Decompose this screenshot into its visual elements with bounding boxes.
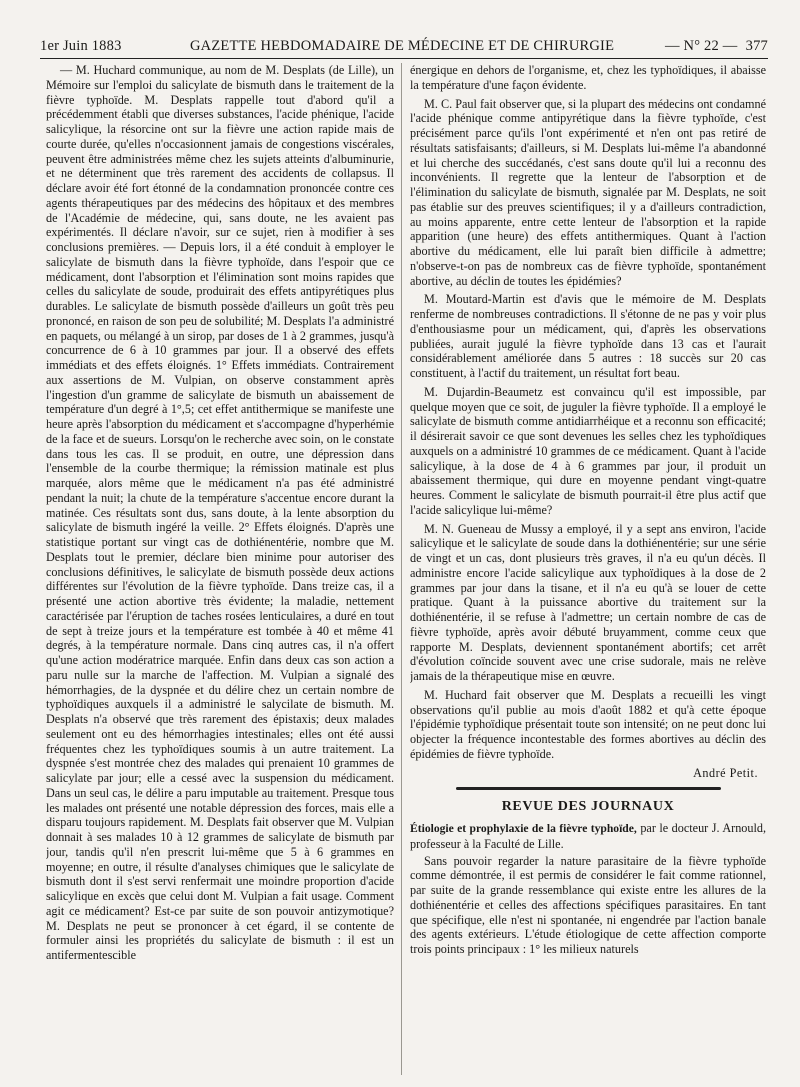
section-rule — [456, 787, 721, 790]
article-title: Étiologie et prophylaxie de la fièvre typhoïde, — [410, 822, 637, 835]
paragraph-continuation: énergique en dehors de l'organisme, et, chez les typhoïdiques, il abaisse la température d'une façon évidente. — [410, 63, 766, 92]
section-title: REVUE DES JOURNAUX — [501, 799, 675, 815]
article-heading — [410, 821, 766, 852]
paragraph-moutard-martin: M. Moutard-Martin est d'avis que le mémoire de M. Desplats renferme de nombreuses contradictions. Il s'étonne de ne pas y voir plus d'enthousiasme pour un médicament, qui, d'après les observations publiées, aurait jugulé la fièvre typhoïde dans 13 cas et l'aurait considérablement améliorée dans 5 autres : 18 succès sur 20 cas constituent, à l'actif du traitement, un résultat fort beau. — [410, 292, 766, 380]
running-header — [40, 30, 768, 59]
column-divider — [401, 63, 402, 1075]
header-journal-title: GAZETTE HEBDOMADAIRE DE MÉDECINE ET DE CHIRURGIE — [190, 38, 615, 54]
left-column — [46, 63, 394, 1079]
author-signature: André Petit. — [693, 765, 758, 780]
paragraph-gueneau-de-mussy: M. N. Gueneau de Mussy a employé, il y a sept ans environ, l'acide salicylique et le salicylate de soude dans la dothiénentérie; sur une série de vingt et un cas, dont plusieurs très graves, il n'a eu qu'un décès. Il administre encore l'acide salicylique aux typhoïdiques à la dose de 2 grammes par jour dans la tisane, et il n'a eu qu'à se louer de cette pratique. Quant à la puissance abortive du traitement sur la dothiénentérie, il se refuse à l'admettre; un certain nombre de cas de fièvre typhoïde, après avoir débuté bruyamment, comme ceux que rapporte M. Desplats, deviennent spontanément abortifs; cet arrêt d'évolution coïncide souvent avec une crise sudorale, mais ne relève jamais de la thérapeutique mise en œuvre. — [410, 521, 766, 683]
paragraph-huchard-desplats: — M. Huchard communique, au nom de M. Desplats (de Lille), un Mémoire sur l'emploi du salicylate de bismuth dans le traitement de la fièvre typhoïde. M. Desplats rappelle tout d'abord qu'il a précédemment établi que diverses substances, l'acide phénique, l'acide salicylique, la résorcine ont sur la fièvre une action rapide mais de courte durée, qu'elles n'occasionnent jamais de congestions viscérales, peuvent être administrées même chez les sujets atteints d'albuminurie, et ne déterminent que très rarement des accidents de collapsus. Il déclare avoir été fort étonné de la condamnation prononcée contre ces agents thérapeutiques par des médecins des hôpitaux et des membres de l'Académie de médecine, qui, sans doute, ne les avaient pas expérimentés. Il déclare n'avoir, sur ce sujet, rien à modifier à ses conclusions premières. — Depuis lors, il a été conduit à employer le salicylate de bismuth dans la fièvre typhoïde, dans l'espoir que ce médicament, dont l'absorption et l'élimination sont moins rapides que celles du salicylate de soude, produirait des effets antipyrétiques plus durables. Le salicylate de bismuth possède d'ailleurs un goût très peu prononcé, en raison de son peu de solubilité; M. Desplats l'a administré en paquets, ou mélangé à un sirop, par doses de 1 à 2 grammes, jusqu'à concurrence de 6 à 10 grammes par jour. Il a observé des effets immédiats et des effets éloignés. 1° Effets immédiats. Contrairement aux assertions de M. Vulpian, on observe constamment après l'ingestion d'un gramme de salicylate de bismuth un abaissement de température d'un degré à 1°,5; cet effet antithermique se manifeste une heure après l'absorption du médicament et s'accompagne d'hyperhémie de la face et de sueurs. Lorsqu'on le recherche avec soin, on le constate dans tous les cas. Il se produit, en outre, une dépression dans l'ensemble de la courbe thermique; la rémission matinale est plus marquée, alors même que le médicament n'a pas été administré pendant la nuit; la chute de la température s'accentue encore durant la matinée. Ces résultats sont dus, sans doute, à la lente absorption du salicylate de bismuth ingéré la veille. 2° Effets éloignés. D'après une statistique portant sur vingt cas de dothiénentérie, nombre que M. Desplats tout le premier, déclare bien minime pour autoriser des conclusions définitives, le salicylate de bismuth possède deux actions différentes sur l'évolution de la fièvre typhoïde. Dans treize cas, il a présenté une action abortive très évidente; la maladie, nettement caractérisée par l'éruption de taches rosées lenticulaires, a duré en tout de sept à treize jours et la température est tombée à 40 et même 41 degrés, à la température normale. Dans cinq autres cas, il n'a offert qu'une action modératrice marquée. Enfin dans deux cas son action a paru nulle sur la marche de l'affection. M. Vulpian a signalé des hémorrhagies, de la dyspnée et du délire chez un certain nombre de typhoïdiques auxquels il a administré le salycilate de bismuth. M. Desplats n'a observé que très rarement des épistaxis; deux malades seulement ont eu des hémorrhagies intestinales; elles ont été aussi fréquentes chez les typhoïdiques soumis à un autre traitement. La dyspnée s'est montrée chez des malades qui prenaient 10 grammes de salicylate par jour; elle a cessé avec la suspension du médicament. Dans un seul cas, le délire a paru imputable au traitement. Presque tous les malades ont présenté une notable dépression des forces, mais elle a disparu toujours rapidement. M. Desplats fait observer que M. Vulpian donnait à ses malades 10 à 12 grammes de salicylate de bismuth par jour, tandis qu'il n'en prescrit lui-même que 5 à 6 grammes en moyenne; en outre, il résulte d'analyses chimiques que le salicylate de bismuth dont il s'est servi renfermait une moindre proportion d'acide salicylique en excès que celui dont M. Vulpian a fait usage. Comment agit ce médicament? Est-ce par suite de son pouvoir antizymotique? M. Desplats ne peut se prononcer à cet égard, il se contente de formuler ainsi les propriétés du salicylate de bismuth : il est un antifermentescible — [46, 63, 394, 962]
right-column — [410, 63, 766, 1079]
article-author: par le docteur J. Arnould, professeur à la Faculté de Lille. — [410, 821, 766, 851]
header-issue-number: — N° 22 — — [665, 38, 738, 54]
article-body: Sans pouvoir regarder la nature parasitaire de la fièvre typhoïde comme démontrée, il est permis de considérer le fait comme rationnel, par suite de la grande ressemblance qui existe entre les allures de la dothiénentérie et celles des affections spécifiques parasitaires. En tant que spécifique, elle n'est ni spontanée, ni engendrée par l'action banale des agents extérieurs. L'étude étiologique de cette affection comporte trois points principaux : 1° les milieux naturels — [410, 853, 766, 956]
header-page-number: 377 — [745, 38, 768, 54]
paragraph-dujardin-beaumetz: M. Dujardin-Beaumetz est convaincu qu'il est impossible, par quelque moyen que ce soit, de juguler la fièvre typhoïde. Il a employé le salicylate de bismuth comme antidiarrhéique et a reconnu son efficacité; il désirerait savoir ce que sont devenues les selles chez les typhoïdiques auxquels on a administré 10 grammes de ce médicament. Quant à l'acide salicylique, à la dose de 4 à 6 grammes par jour, il produit un abaissement thermique, qui dure en moyenne pendant vingt-quatre heures. Comment le salicylate de bismuth pourrait-il être plus actif que l'acide salicylique lui-même? — [410, 384, 766, 517]
paragraph-huchard-reply: M. Huchard fait observer que M. Desplats a recueilli les vingt observations qu'il publie au mois d'août 1882 et qu'à cette époque l'épidémie typhoïdique présentait toute son intensité; on ne peut donc lui objecter la fréquence incontestable des formes abortives au déclin des épidémies de fièvre typhoïde. — [410, 687, 766, 761]
paragraph-c-paul: M. C. Paul fait observer que, si la plupart des médecins ont condamné l'acide phénique comme antipyrétique dans la fièvre typhoïde, c'est précisément parce qu'ils l'ont expérimenté et n'en ont pas retiré de résultats satisfaisants; d'ailleurs, si M. Desplats lui-même l'a abandonné et lui cherche des succédanés, c'est sans doute qu'il lui a reconnu des inconvénients. Il regrette que la lenteur de l'absorption et de l'élimination du salicylate de bismuth, signalée par M. Desplats, ne soit pas établie sur des preuves scientifiques; il y a d'ailleurs contradiction, au moins apparente, entre cette lenteur de l'absorption et la rapide apparition (une heure) des effets antithermiques. Quant à l'action abortive du médicament, elle lui paraît bien difficile à admettre; n'observe-t-on pas de nombreux cas de fièvre typhoïde, spontanément abortive, au déclin de toutes les épidémies? — [410, 96, 766, 288]
header-date: 1er Juin 1883 — [40, 38, 122, 54]
